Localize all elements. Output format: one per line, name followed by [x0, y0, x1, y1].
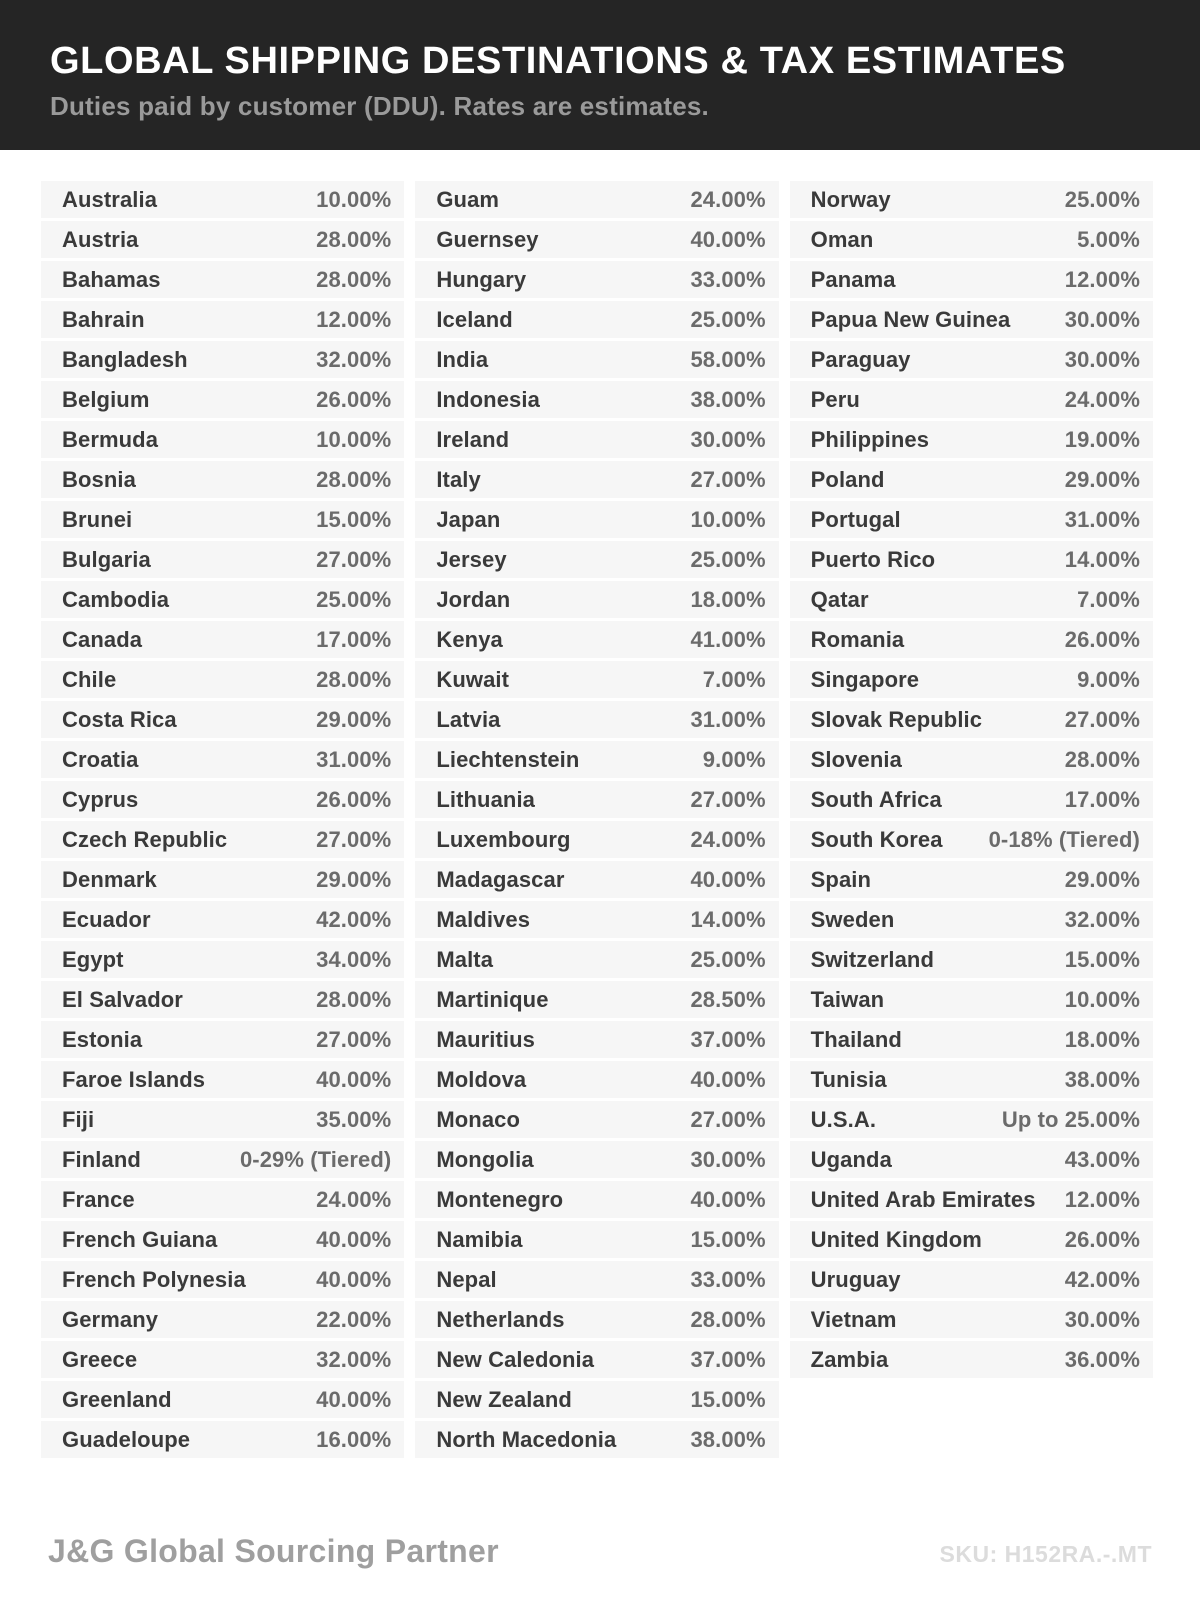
- country-name: Czech Republic: [62, 826, 228, 852]
- country-name: Jersey: [436, 546, 507, 572]
- country-name: Finland: [62, 1146, 141, 1172]
- page-title: GLOBAL SHIPPING DESTINATIONS & TAX ESTIMATES: [50, 40, 1066, 82]
- table-row: [41, 821, 404, 858]
- country-name: South Korea: [810, 826, 943, 852]
- tax-rate-value: 42.00%: [1064, 1266, 1140, 1292]
- tax-rate-value: 30.00%: [690, 426, 766, 452]
- tax-rate-value: 38.00%: [690, 1426, 766, 1452]
- table-row: [41, 1261, 404, 1298]
- tax-rate-value: 24.00%: [690, 186, 766, 212]
- tax-rate-value: 31.00%: [690, 706, 766, 732]
- table-row: [41, 781, 404, 818]
- table-row: [790, 1341, 1153, 1378]
- table-row: [790, 1021, 1153, 1058]
- table-row: [415, 981, 778, 1018]
- tax-rate-value: 5.00%: [1077, 226, 1140, 252]
- tax-rate-value: 31.00%: [1064, 506, 1140, 532]
- tax-rate-value: 38.00%: [690, 386, 766, 412]
- country-name: Luxembourg: [436, 826, 571, 852]
- country-name: South Africa: [810, 786, 942, 812]
- table-row: [41, 661, 404, 698]
- table-row: [415, 1101, 778, 1138]
- table-row: [790, 461, 1153, 498]
- tax-rate-value: 29.00%: [316, 866, 392, 892]
- country-name: Greece: [62, 1346, 138, 1372]
- country-name: Romania: [810, 626, 905, 652]
- country-name: United Arab Emirates: [810, 1186, 1036, 1212]
- table-row: [415, 301, 778, 338]
- country-name: Bahamas: [62, 266, 161, 292]
- tax-rate-value: 40.00%: [690, 1066, 766, 1092]
- country-name: Peru: [810, 386, 860, 412]
- tax-rate-value: 25.00%: [690, 546, 766, 572]
- tax-table-column-1: [41, 181, 404, 1458]
- table-row: [415, 1181, 778, 1218]
- table-row: [790, 661, 1153, 698]
- country-name: France: [62, 1186, 135, 1212]
- country-name: Croatia: [62, 746, 139, 772]
- country-name: Malta: [436, 946, 494, 972]
- tax-rate-value: 7.00%: [1077, 586, 1140, 612]
- table-row: [415, 1341, 778, 1378]
- table-row: [41, 1221, 404, 1258]
- table-row: [415, 821, 778, 858]
- table-row: [790, 1141, 1153, 1178]
- tax-rate-value: 0-29% (Tiered): [239, 1146, 392, 1172]
- country-name: Netherlands: [436, 1306, 565, 1332]
- tax-rate-value: 29.00%: [316, 706, 392, 732]
- country-name: Singapore: [810, 666, 920, 692]
- table-row: [415, 341, 778, 378]
- page-header: [0, 0, 1200, 150]
- tax-rate-value: 32.00%: [1064, 906, 1140, 932]
- country-name: Austria: [62, 226, 139, 252]
- table-row: [415, 1421, 778, 1458]
- country-name: Egypt: [62, 946, 124, 972]
- table-row: [790, 501, 1153, 538]
- country-name: Chile: [62, 666, 117, 692]
- tax-rate-value: 24.00%: [1064, 386, 1140, 412]
- country-name: Liechtenstein: [436, 746, 580, 772]
- table-row: [790, 1061, 1153, 1098]
- country-name: Nepal: [436, 1266, 497, 1292]
- country-name: Kenya: [436, 626, 503, 652]
- country-name: Ireland: [436, 426, 510, 452]
- country-name: Latvia: [436, 706, 501, 732]
- tax-rate-value: 38.00%: [1064, 1066, 1140, 1092]
- tax-rate-value: 28.00%: [316, 666, 392, 692]
- tax-rate-value: 28.50%: [690, 986, 766, 1012]
- country-name: New Caledonia: [436, 1346, 595, 1372]
- country-name: Bulgaria: [62, 546, 151, 572]
- country-name: Portugal: [810, 506, 901, 532]
- table-row: [790, 1301, 1153, 1338]
- table-row: [41, 221, 404, 258]
- country-name: Mauritius: [436, 1026, 536, 1052]
- tax-rate-value: 12.00%: [316, 306, 392, 332]
- country-name: Moldova: [436, 1066, 527, 1092]
- table-row: [41, 381, 404, 418]
- tax-rate-value: 14.00%: [690, 906, 766, 932]
- country-name: U.S.A.: [810, 1106, 877, 1132]
- tax-rate-value: 33.00%: [690, 1266, 766, 1292]
- tax-rate-value: 25.00%: [1064, 186, 1140, 212]
- tax-rate-value: 27.00%: [316, 546, 392, 572]
- country-name: Monaco: [436, 1106, 521, 1132]
- country-name: Norway: [810, 186, 891, 212]
- table-row: [790, 1221, 1153, 1258]
- table-row: [41, 1421, 404, 1458]
- tax-rate-value: 37.00%: [690, 1026, 766, 1052]
- country-name: Ecuador: [62, 906, 151, 932]
- table-row: [41, 701, 404, 738]
- tax-rate-value: 19.00%: [1064, 426, 1140, 452]
- country-name: Brunei: [62, 506, 133, 532]
- tax-rate-value: 9.00%: [702, 746, 766, 772]
- country-name: Italy: [436, 466, 481, 492]
- table-row: [41, 181, 404, 218]
- table-row: [415, 621, 778, 658]
- tax-rate-value: 12.00%: [1064, 1186, 1140, 1212]
- country-name: Bangladesh: [62, 346, 188, 372]
- sku-label: SKU: H152RA.-.MT: [939, 1541, 1152, 1567]
- table-row: [790, 381, 1153, 418]
- table-row: [790, 301, 1153, 338]
- country-name: Denmark: [62, 866, 157, 892]
- table-row: [41, 981, 404, 1018]
- tax-rate-value: 26.00%: [1064, 1226, 1140, 1252]
- country-name: Costa Rica: [62, 706, 177, 732]
- table-row: [41, 901, 404, 938]
- tax-rate-value: 27.00%: [316, 1026, 392, 1052]
- table-row: [415, 661, 778, 698]
- page-footer: [0, 1533, 1200, 1570]
- country-name: Jordan: [436, 586, 511, 612]
- table-row: [41, 581, 404, 618]
- table-row: [415, 221, 778, 258]
- country-name: Montenegro: [436, 1186, 564, 1212]
- table-row: [415, 461, 778, 498]
- table-row: [790, 821, 1153, 858]
- table-row: [41, 1381, 404, 1418]
- table-row: [41, 301, 404, 338]
- country-name: Qatar: [810, 586, 869, 612]
- table-row: [790, 1261, 1153, 1298]
- tax-rate-value: 41.00%: [690, 626, 766, 652]
- country-name: United Kingdom: [810, 1226, 982, 1252]
- tax-rate-value: 26.00%: [1064, 626, 1140, 652]
- tax-rate-value: 30.00%: [1064, 1306, 1140, 1332]
- country-name: French Guiana: [62, 1226, 218, 1252]
- table-row: [41, 421, 404, 458]
- table-row: [415, 701, 778, 738]
- table-row: [415, 861, 778, 898]
- tax-rate-value: 25.00%: [690, 946, 766, 972]
- tax-rate-value: 40.00%: [316, 1226, 392, 1252]
- tax-rate-value: 24.00%: [316, 1186, 392, 1212]
- tax-rate-value: 17.00%: [316, 626, 392, 652]
- tax-rate-table: [41, 181, 1153, 1458]
- tax-rate-value: 32.00%: [316, 1346, 392, 1372]
- country-name: Paraguay: [810, 346, 911, 372]
- country-name: Papua New Guinea: [810, 306, 1011, 332]
- tax-rate-value: 9.00%: [1077, 666, 1140, 692]
- table-row: [41, 261, 404, 298]
- brand-name: J&G Global Sourcing Partner: [48, 1533, 499, 1569]
- country-name: El Salvador: [62, 986, 183, 1012]
- tax-rate-value: 34.00%: [316, 946, 392, 972]
- tax-rate-value: 26.00%: [316, 786, 392, 812]
- tax-rate-value: 0-18% (Tiered): [988, 826, 1140, 852]
- tax-rate-value: 40.00%: [316, 1066, 392, 1092]
- tax-rate-value: 31.00%: [316, 746, 392, 772]
- country-name: Spain: [810, 866, 872, 892]
- tax-rate-value: 24.00%: [690, 826, 766, 852]
- country-name: Kuwait: [436, 666, 510, 692]
- tax-rate-value: 28.00%: [690, 1306, 766, 1332]
- table-row: [41, 941, 404, 978]
- table-row: [790, 581, 1153, 618]
- country-name: Zambia: [810, 1346, 889, 1372]
- table-row: [415, 781, 778, 818]
- table-row: [415, 381, 778, 418]
- country-name: Fiji: [62, 1106, 95, 1132]
- tax-rate-value: 18.00%: [1064, 1026, 1140, 1052]
- tax-rate-value: 28.00%: [1064, 746, 1140, 772]
- country-name: Bosnia: [62, 466, 136, 492]
- country-name: Uganda: [810, 1146, 892, 1172]
- table-row: [41, 621, 404, 658]
- country-name: Bermuda: [62, 426, 159, 452]
- table-row: [790, 1181, 1153, 1218]
- table-row: [41, 501, 404, 538]
- country-name: Belgium: [62, 386, 150, 412]
- tax-rate-value: 40.00%: [690, 1186, 766, 1212]
- country-name: Philippines: [810, 426, 930, 452]
- tax-rate-value: 28.00%: [316, 226, 392, 252]
- table-row: [415, 581, 778, 618]
- tax-rate-value: 15.00%: [1064, 946, 1140, 972]
- table-row: [790, 901, 1153, 938]
- country-name: Slovenia: [810, 746, 902, 772]
- table-row: [41, 1341, 404, 1378]
- country-name: Madagascar: [436, 866, 565, 892]
- tax-rate-value: 27.00%: [690, 1106, 766, 1132]
- country-name: Uruguay: [810, 1266, 901, 1292]
- country-name: Namibia: [436, 1226, 523, 1252]
- country-name: Estonia: [62, 1026, 143, 1052]
- table-row: [415, 181, 778, 218]
- country-name: Cambodia: [62, 586, 170, 612]
- country-name: Bahrain: [62, 306, 145, 332]
- country-name: Guam: [436, 186, 500, 212]
- tax-rate-value: 26.00%: [316, 386, 392, 412]
- tax-rate-value: 30.00%: [1064, 306, 1140, 332]
- country-name: Taiwan: [810, 986, 885, 1012]
- country-name: Canada: [62, 626, 143, 652]
- country-name: Lithuania: [436, 786, 536, 812]
- table-row: [41, 1141, 404, 1178]
- table-row: [790, 221, 1153, 258]
- table-row: [415, 541, 778, 578]
- tax-rate-value: 18.00%: [690, 586, 766, 612]
- tax-rate-value: 27.00%: [690, 786, 766, 812]
- tax-rate-value: 40.00%: [690, 226, 766, 252]
- table-row: [790, 701, 1153, 738]
- country-name: Poland: [810, 466, 885, 492]
- table-row: [415, 1221, 778, 1258]
- table-row: [790, 1101, 1153, 1138]
- tax-rate-value: 12.00%: [1064, 266, 1140, 292]
- tax-rate-value: 35.00%: [316, 1106, 392, 1132]
- table-row: [790, 741, 1153, 778]
- country-name: Switzerland: [810, 946, 935, 972]
- tax-rate-value: 15.00%: [690, 1226, 766, 1252]
- tax-rate-value: 10.00%: [1064, 986, 1140, 1012]
- table-row: [790, 541, 1153, 578]
- table-row: [415, 901, 778, 938]
- table-row: [41, 741, 404, 778]
- tax-rate-value: 42.00%: [316, 906, 392, 932]
- table-row: [790, 261, 1153, 298]
- table-row: [41, 1061, 404, 1098]
- tax-rate-value: 16.00%: [316, 1426, 392, 1452]
- country-name: Sweden: [810, 906, 895, 932]
- country-name: Australia: [62, 186, 158, 212]
- tax-rate-value: 10.00%: [690, 506, 766, 532]
- tax-table-column-3: [790, 181, 1153, 1458]
- tax-rate-value: 40.00%: [316, 1386, 392, 1412]
- tax-rate-value: 40.00%: [690, 866, 766, 892]
- country-name: Iceland: [436, 306, 513, 332]
- country-name: Indonesia: [436, 386, 540, 412]
- tax-rate-value: 27.00%: [1064, 706, 1140, 732]
- tax-rate-value: 58.00%: [690, 346, 766, 372]
- table-row: [790, 621, 1153, 658]
- table-row: [790, 341, 1153, 378]
- tax-rate-value: 14.00%: [1064, 546, 1140, 572]
- table-row: [790, 941, 1153, 978]
- table-row: [790, 861, 1153, 898]
- tax-rate-value: 29.00%: [1064, 466, 1140, 492]
- tax-rate-value: 28.00%: [316, 266, 392, 292]
- country-name: Hungary: [436, 266, 527, 292]
- tax-rate-value: 29.00%: [1064, 866, 1140, 892]
- country-name: Guernsey: [436, 226, 539, 252]
- country-name: North Macedonia: [436, 1426, 617, 1452]
- table-row: [415, 501, 778, 538]
- tax-rate-value: 15.00%: [690, 1386, 766, 1412]
- table-row: [415, 1061, 778, 1098]
- table-row: [415, 941, 778, 978]
- country-name: New Zealand: [436, 1386, 572, 1412]
- country-name: Tunisia: [810, 1066, 887, 1092]
- table-row: [415, 1021, 778, 1058]
- table-row: [415, 261, 778, 298]
- table-row: [415, 1301, 778, 1338]
- page-subtitle: Duties paid by customer (DDU). Rates are estimates.: [50, 91, 709, 121]
- table-row: [415, 1381, 778, 1418]
- tax-rate-value: 25.00%: [690, 306, 766, 332]
- tax-rate-value: 28.00%: [316, 466, 392, 492]
- tax-rate-value: 7.00%: [702, 666, 766, 692]
- country-name: Martinique: [436, 986, 549, 1012]
- tax-rate-value: 40.00%: [316, 1266, 392, 1292]
- tax-rate-value: 28.00%: [316, 986, 392, 1012]
- tax-rate-value: 27.00%: [316, 826, 392, 852]
- table-row: [41, 341, 404, 378]
- tax-rate-value: 27.00%: [690, 466, 766, 492]
- table-row: [415, 1261, 778, 1298]
- tax-rate-value: 15.00%: [316, 506, 392, 532]
- table-row: [790, 421, 1153, 458]
- country-name: Japan: [436, 506, 501, 532]
- table-row: [415, 741, 778, 778]
- table-row: [790, 181, 1153, 218]
- country-name: Germany: [62, 1306, 159, 1332]
- country-name: Thailand: [810, 1026, 902, 1052]
- table-row: [41, 541, 404, 578]
- tax-rate-value: 22.00%: [316, 1306, 392, 1332]
- country-name: Guadeloupe: [62, 1426, 191, 1452]
- tax-rate-value: 25.00%: [316, 586, 392, 612]
- country-name: Cyprus: [62, 786, 139, 812]
- country-name: Maldives: [436, 906, 531, 932]
- table-row: [41, 1021, 404, 1058]
- table-row: [415, 421, 778, 458]
- table-row: [41, 1181, 404, 1218]
- country-name: Puerto Rico: [810, 546, 936, 572]
- tax-table-column-2: [415, 181, 778, 1458]
- country-name: India: [436, 346, 489, 372]
- country-name: Slovak Republic: [810, 706, 983, 732]
- tax-rate-value: 30.00%: [1064, 346, 1140, 372]
- tax-rate-value: 10.00%: [316, 426, 392, 452]
- table-row: [41, 1301, 404, 1338]
- table-row: [415, 1141, 778, 1178]
- country-name: French Polynesia: [62, 1266, 246, 1292]
- country-name: Vietnam: [810, 1306, 897, 1332]
- tax-rate-value: 36.00%: [1064, 1346, 1140, 1372]
- tax-rate-value: 43.00%: [1064, 1146, 1140, 1172]
- country-name: Faroe Islands: [62, 1066, 206, 1092]
- tax-rate-value: 10.00%: [316, 186, 392, 212]
- table-row: [790, 981, 1153, 1018]
- table-row: [790, 781, 1153, 818]
- tax-rate-value: 17.00%: [1064, 786, 1140, 812]
- tax-rate-value: 33.00%: [690, 266, 766, 292]
- table-row: [41, 861, 404, 898]
- country-name: Greenland: [62, 1386, 172, 1412]
- tax-rate-value: Up to 25.00%: [1001, 1106, 1140, 1132]
- table-row: [41, 1101, 404, 1138]
- tax-rate-value: 37.00%: [690, 1346, 766, 1372]
- country-name: Mongolia: [436, 1146, 534, 1172]
- tax-rate-value: 32.00%: [316, 346, 392, 372]
- country-name: Panama: [810, 266, 896, 292]
- table-row: [41, 461, 404, 498]
- country-name: Oman: [810, 226, 874, 252]
- tax-rate-value: 30.00%: [690, 1146, 766, 1172]
